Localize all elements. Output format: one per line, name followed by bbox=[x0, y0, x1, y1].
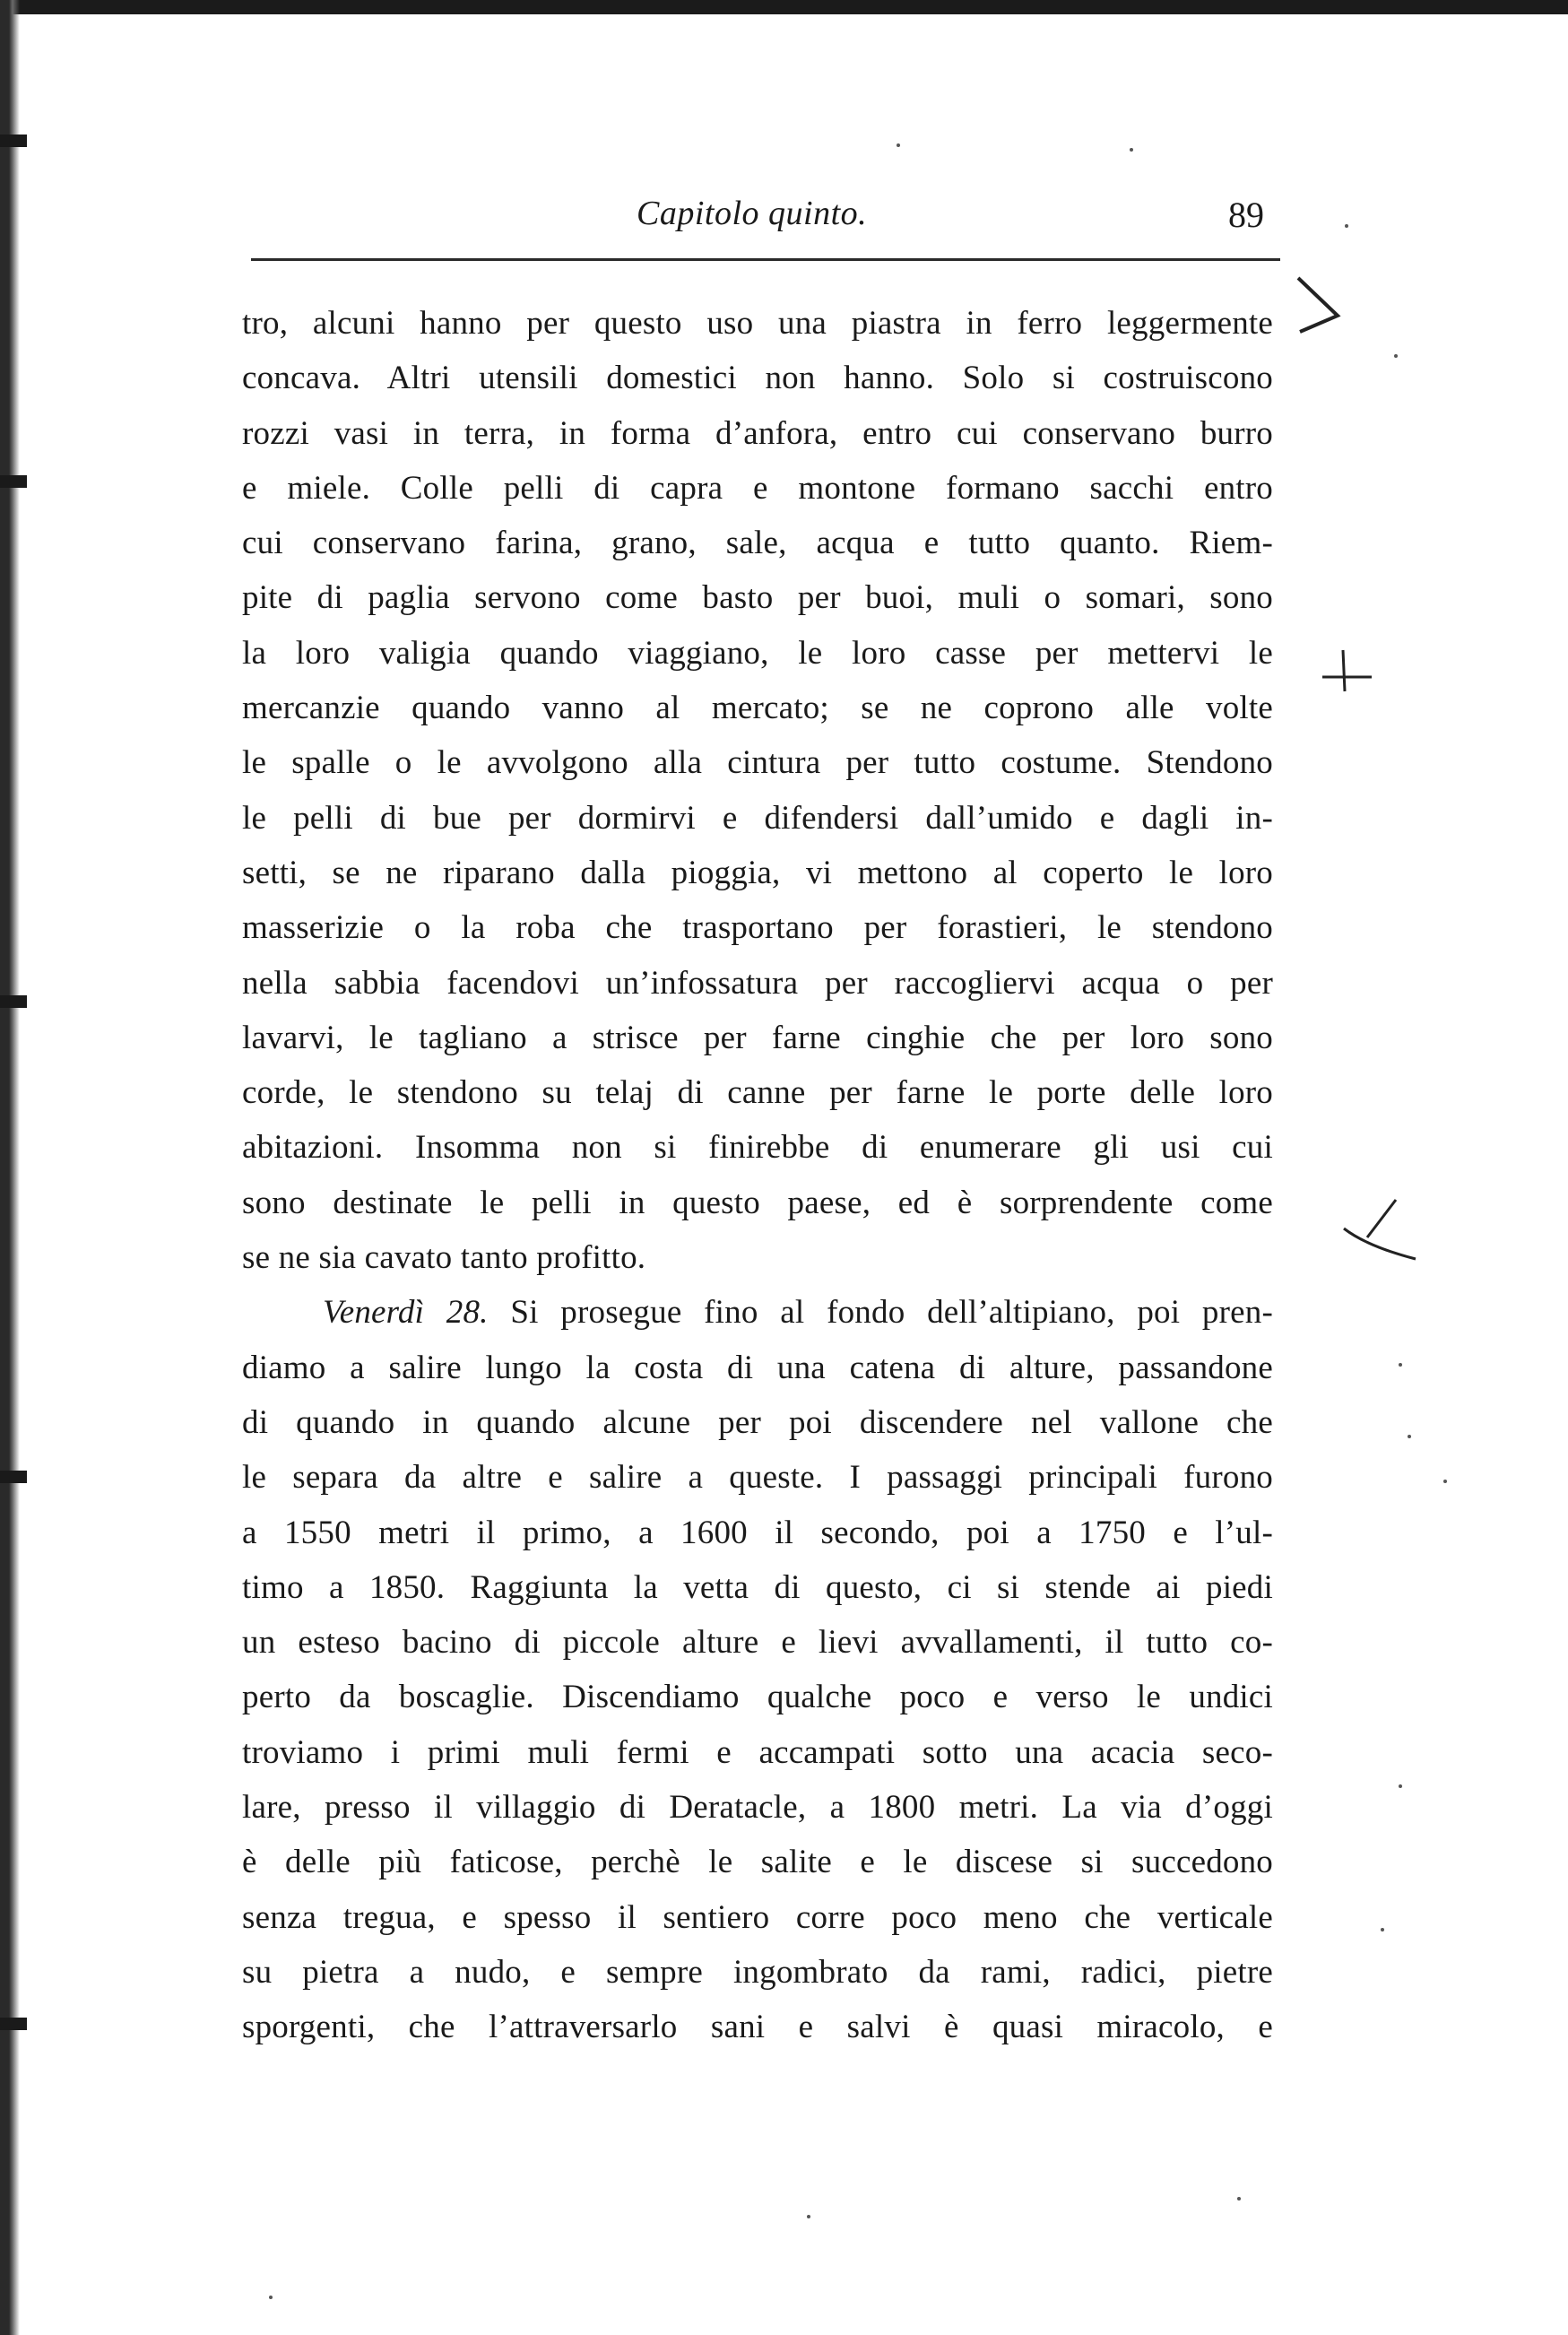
scan-speck bbox=[1399, 1363, 1402, 1367]
scan-speck bbox=[1130, 148, 1133, 152]
scan-speck bbox=[1408, 1435, 1411, 1438]
text-line: corde, le stendono su telaj di canne per farne le porte delle loro bbox=[242, 1074, 1273, 1112]
text-line: le pelli di bue per dormirvi e difendersi dall’umido e dagli in- bbox=[242, 799, 1273, 837]
running-title: Capitolo quinto. bbox=[637, 195, 868, 232]
book-page bbox=[242, 179, 1273, 2046]
text-line bbox=[242, 1285, 1273, 1340]
binding-mark bbox=[0, 2018, 27, 2030]
margin-arrow-mark bbox=[1291, 269, 1354, 341]
binding-mark bbox=[0, 135, 27, 147]
text-line: concava. Altri utensili domestici non hanno. Solo si costruiscono bbox=[242, 360, 1273, 397]
scan-binding-edge bbox=[0, 0, 20, 2335]
text-line: e miele. Colle pelli di capra e montone formano sacchi entro bbox=[242, 469, 1273, 507]
margin-check-mark bbox=[1340, 1193, 1421, 1264]
text-line: perto da boscaglie. Discendiamo qualche poco e verso le undici bbox=[242, 1679, 1273, 1716]
scan-top-edge bbox=[0, 0, 1568, 14]
scan-speck bbox=[1394, 354, 1398, 358]
scan-speck bbox=[1237, 2197, 1241, 2200]
text-line: troviamo i primi muli fermi e accampati sotto una acacia seco- bbox=[242, 1733, 1273, 1771]
margin-cross-mark bbox=[1318, 641, 1381, 695]
text-line: setti, se ne riparano dalla pioggia, vi mettono al coperto le loro bbox=[242, 854, 1273, 891]
text-line: a 1550 metri il primo, a 1600 il secondo, poi a 1750 e l’ul- bbox=[242, 1514, 1273, 1551]
text-line: sono destinate le pelli in questo paese, ed è sorprendente come bbox=[242, 1184, 1273, 1221]
text-line-content: Si prosegue fino al fondo dell’altipiano, poi pren- bbox=[488, 1294, 1273, 1332]
text-line: lavarvi, le tagliano a strisce per farne cinghie che per loro sono bbox=[242, 1019, 1273, 1056]
text-line: masserizie o la roba che trasportano per forastieri, le stendono bbox=[242, 909, 1273, 947]
text-line: lare, presso il villaggio di Deratacle, a 1800 metri. La via d’oggi bbox=[242, 1789, 1273, 1827]
head-rule bbox=[251, 258, 1280, 261]
text-line: di quando in quando alcune per poi discendere nel vallone che bbox=[242, 1403, 1273, 1441]
text-line: abitazioni. Insomma non si finirebbe di enumerare gli usi cui bbox=[242, 1129, 1273, 1167]
date-label: Venerdì 28. bbox=[323, 1294, 489, 1332]
scan-speck bbox=[1399, 1784, 1402, 1788]
text-line: cui conservano farina, grano, sale, acqua e tutto quanto. Riem- bbox=[242, 525, 1273, 562]
text-line: nella sabbia facendovi un’infossatura per raccogliervi acqua o per bbox=[242, 964, 1273, 1002]
binding-mark bbox=[0, 1471, 27, 1483]
body-text bbox=[242, 296, 1273, 2055]
scan-speck bbox=[897, 143, 900, 147]
scan-speck bbox=[269, 2296, 273, 2299]
text-line: senza tregua, e spesso il sentiero corre poco meno che verticale bbox=[242, 1898, 1273, 1936]
text-line: un esteso bacino di piccole alture e lievi avvallamenti, il tutto co- bbox=[242, 1624, 1273, 1662]
text-line: timo a 1850. Raggiunta la vetta di questo, ci si stende ai piedi bbox=[242, 1568, 1273, 1606]
text-line: è delle più faticose, perchè le salite e le discese si succedono bbox=[242, 1844, 1273, 1881]
scan-speck bbox=[1381, 1928, 1384, 1931]
text-line: le spalle o le avvolgono alla cintura per tutto costume. Stendono bbox=[242, 744, 1273, 782]
text-line: rozzi vasi in terra, in forma d’anfora, entro cui conservano burro bbox=[242, 414, 1273, 452]
binding-mark bbox=[0, 995, 27, 1008]
scan-speck bbox=[1345, 224, 1348, 228]
binding-mark bbox=[0, 475, 27, 488]
text-line: su pietra a nudo, e sempre ingombrato da rami, radici, pietre bbox=[242, 1953, 1273, 1991]
text-line: tro, alcuni hanno per questo uso una piastra in ferro leggermente bbox=[242, 305, 1273, 342]
text-line: pite di paglia servono come basto per buoi, muli o somari, sono bbox=[242, 579, 1273, 617]
text-line: diamo a salire lungo la costa di una catena di alture, passandone bbox=[242, 1349, 1273, 1386]
text-line: la loro valigia quando viaggiano, le loro casse per mettervi le bbox=[242, 634, 1273, 672]
text-line: se ne sia cavato tanto profitto. bbox=[242, 1239, 646, 1277]
text-line: le separa da altre e salire a queste. I passaggi principali furono bbox=[242, 1459, 1273, 1497]
running-head bbox=[242, 179, 1273, 242]
page-number: 89 bbox=[1228, 195, 1264, 235]
text-line: mercanzie quando vanno al mercato; se ne coprono alle volte bbox=[242, 690, 1273, 727]
scan-speck bbox=[807, 2215, 810, 2218]
text-line: sporgenti, che l’attraversarlo sani e salvi è quasi miracolo, e bbox=[242, 2009, 1273, 2046]
scan-speck bbox=[1443, 1480, 1447, 1483]
